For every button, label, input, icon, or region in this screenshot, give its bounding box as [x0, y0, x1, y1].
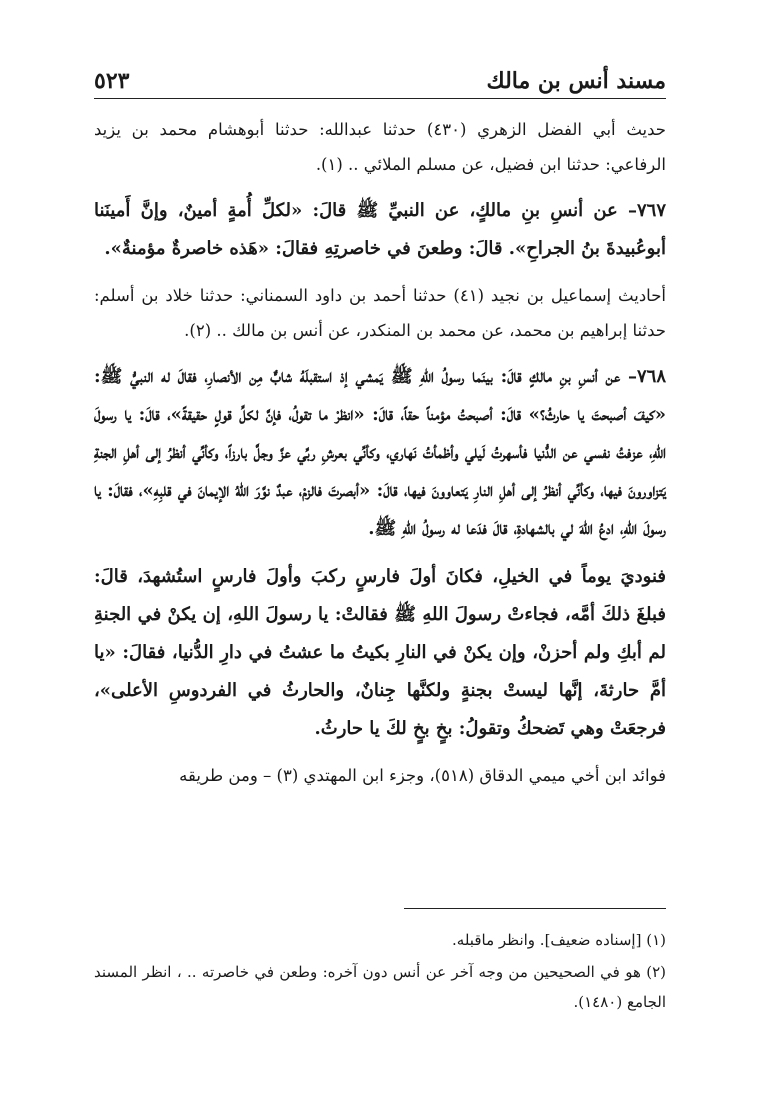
- footnotes: [94, 925, 666, 1019]
- page-number: ٥٢٣: [94, 68, 130, 94]
- page-header: [94, 60, 666, 99]
- hadith-768-continuation: فنوديَ يوماً في الخيلِ، فكانَ أولَ فارسٍ ركبَ وأولَ فارسٍ استُشهدَ، قالَ: فبلغَ ذلكَ أمَّه، فجاءتْ رسولَ اللهِ ﷺ فقالتْ: يا رسولَ اللهِ، إن يكنْ في الجنةِ لم أبكِ ولم أحزنْ، وإن يكنْ في النارِ بكيتُ ما عشتُ في دارِ الدُّنيا، فقالَ: «يا أمَّ حارثةَ، إنَّها ليستْ بجنةٍ ولكنَّها جِنانٌ، والحارثُ في الفردوسِ الأعلى»، فرجعَتْ وهي تَضحكُ وتقولُ: بخٍ بخٍ لكَ يا حارثُ.: [94, 566, 666, 739]
- hadith-768: ٧٦٨– عن أنسِ بنِ مالكٍ قالَ: بينَما رسولُ اللهِ ﷺ يَمشي إذ استقبلَهُ شابٌّ مِن الأنصارِ، فقالَ له النبيُّ ﷺ: «كيفَ أصبحتَ يا حارثُ؟» قالَ: أصبحتُ مؤمناً حقاً، قالَ: «انظرْ ما تقولُ، فإنَّ لكلِّ قولٍ حقيقةً»، قالَ: يا رسولَ اللهِ، عزفتُ نفسي عن الدُّنيا فأسهرتُ لَيلي وأظمأتُ نَهاري، وكأنِّي بعرشِ ربِّي عزَّ وجلَّ بارزاً، وكأنِّي أنظرُ إلى أهلِ الجنةِ يَتزاورونَ فيها، وكأنِّي أنظرُ إلى أهلِ النارِ يَتعاوونَ فيها، قالَ: «أبصرتَ فالزمْ، عبدٌ نوَّرَ اللهُ الإيمانَ في قلبِهِ»، فقالَ: يا رسولَ اللهِ، ادعُ اللهَ لي بالشهادةِ، قالَ فدَعا له رسولُ اللهِ ﷺ.: [94, 366, 666, 539]
- footnote-separator: [404, 908, 666, 909]
- running-title: مسند أنس بن مالك: [486, 68, 666, 94]
- main-text: [94, 112, 666, 803]
- footnote-2: (٢) هو في الصحيحين من وجه آخر عن أنس دون آخره: وطعن في خاصرته .. ، انظر المسند الجامع (١٤٨٠).: [94, 963, 666, 1011]
- source-reference: حديث أبي الفضل الزهري (٤٣٠) حدثنا عبدالله: حدثنا أبوهشام محمد بن يزيد الرفاعي: حدثنا ابن فضيل، عن مسلم الملائي .. (١).: [94, 120, 666, 174]
- source-reference: أحاديث إسماعيل بن نجيد (٤١) حدثنا أحمد بن داود السمناني: حدثنا خلاد بن أسلم: حدثنا إبراهيم بن محمد، عن محمد بن المنكدر، عن أنس بن مالك .. (٢).: [94, 286, 666, 340]
- source-reference: فوائد ابن أخي ميمي الدقاق (٥١٨)، وجزء ابن المهتدي (٣) – ومن طريقه: [179, 766, 666, 785]
- footnote-1: (١) [إسناده ضعيف]. وانظر ماقبله.: [452, 931, 666, 949]
- hadith-767: ٧٦٧– عن أنسِ بنِ مالكٍ، عن النبيِّ ﷺ قالَ: «لكلِّ أُمةٍ أمينٌ، وإنَّ أَمينَنا أبوعُبيدةَ بنُ الجراحِ». قالَ: وطعنَ في خاصرتِهِ فقالَ: «هَذه خاصرةٌ مؤمنةٌ».: [94, 200, 666, 259]
